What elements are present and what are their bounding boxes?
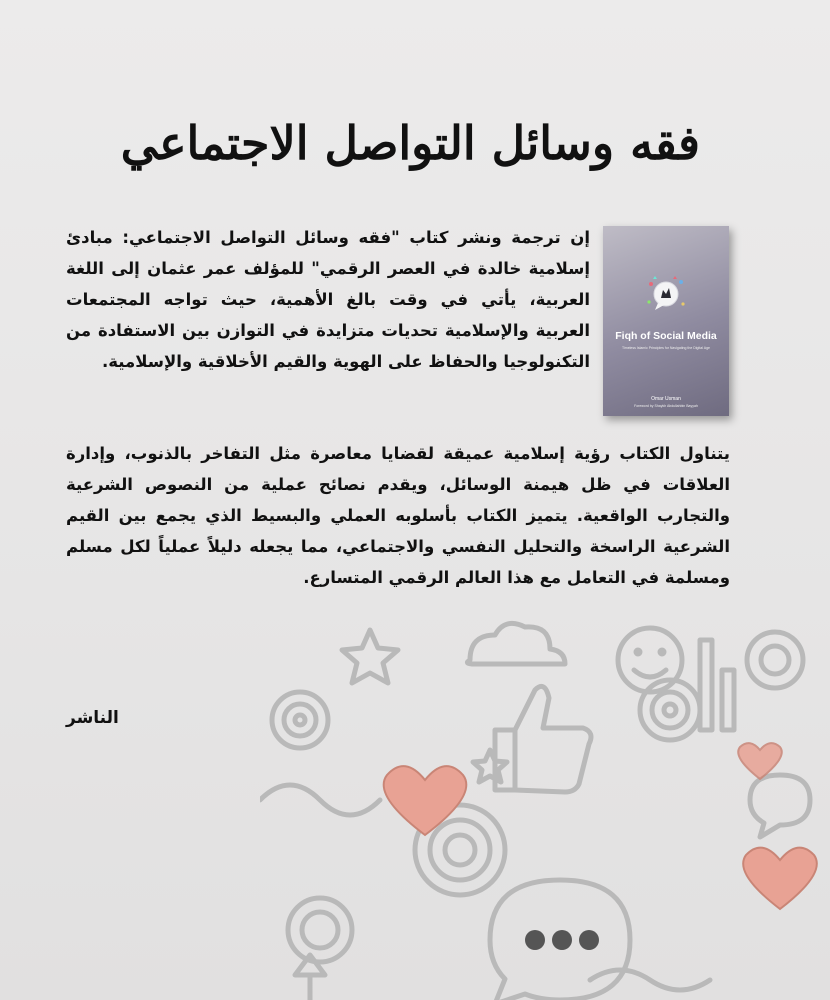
dot bbox=[525, 930, 545, 950]
speech-bubble-icon bbox=[645, 274, 687, 316]
thumbnail-subtitle: Timeless Islamic Principles for Navigating the Digital Age bbox=[622, 346, 710, 350]
social-media-doodle-icons bbox=[260, 600, 830, 1000]
star-icon bbox=[473, 750, 507, 782]
publisher-label-wrap bbox=[66, 708, 166, 728]
heart-icon bbox=[743, 848, 817, 909]
description-paragraph-2: يتناول الكتاب رؤية إسلامية عميقة لقضايا معاصرة مثل التفاخر بالذنوب، وإدارة العلاقات في ظل هيمنة الوسائل، ويقدم نصائح عملية من النصوص الشرعية والتجارب الواقعية. يتميز الكتاب بأسلوبه العملي والبسيط الذي يجمع بين القيم الشرعية الراسخة والتحليل النفسي والاجتماعي، مما يجعله دليلاً عملياً لكل مسلم ومسلمة في التعامل مع هذا العالم الرقمي المتسارع. bbox=[66, 444, 730, 587]
thumbs-up-icon bbox=[495, 686, 591, 792]
bar-chart-icon bbox=[700, 640, 734, 730]
description-paragraph-1: إن ترجمة ونشر كتاب "فقه وسائل التواصل الاجتماعي: مبادئ إسلامية خالدة في العصر الرقمي" للمؤلف عمر عثمان إلى اللغة العربية، يأتي في وقت بالغ الأهمية، حيث تواجه المجتمعات العربية والإسلامية تحديات متزايدة في التوازن بين الاستفادة من التكنولوجيا والحفاظ على الهوية والقيم الأخلاقية والإسلامية. bbox=[66, 228, 590, 371]
star-icon bbox=[342, 630, 398, 683]
swirl-icon bbox=[272, 692, 328, 748]
dot bbox=[552, 930, 572, 950]
heart-icon bbox=[384, 766, 467, 835]
cloud-icon bbox=[467, 623, 565, 664]
publisher-label: الناشر bbox=[66, 708, 119, 728]
swirl-icon bbox=[640, 680, 700, 740]
book-thumbnail bbox=[603, 226, 729, 416]
thumbnail-title: Fiqh of Social Media bbox=[615, 330, 717, 342]
book-title-calligraphy: فقه وسائل التواصل الاجتماعي bbox=[120, 116, 700, 170]
thumbnail-author: Omar Usman bbox=[651, 396, 681, 402]
speech-bubble-icon bbox=[750, 775, 810, 837]
thumbnail-foreword: Foreword by Shaykh Abdullahbin Bayyah bbox=[634, 404, 698, 408]
swirl-icon bbox=[747, 632, 803, 688]
swirl-icon bbox=[288, 898, 352, 962]
smiley-icon bbox=[618, 628, 682, 692]
dot bbox=[579, 930, 599, 950]
